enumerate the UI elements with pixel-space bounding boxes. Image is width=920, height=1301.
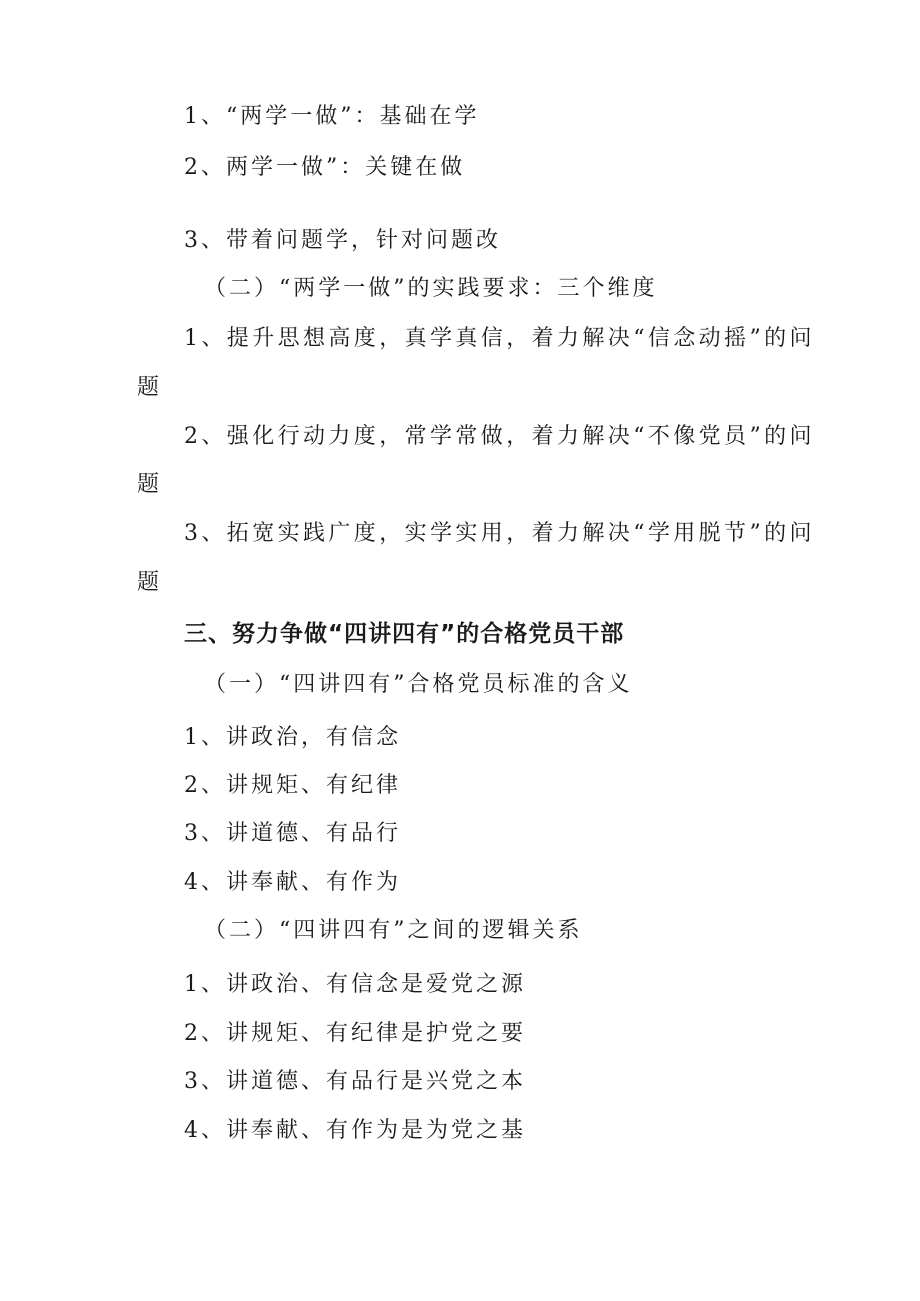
item-root-of-prosper: 3、讲道德、有品行是兴党之本 (184, 1069, 526, 1094)
item-rules-discipline: 2、讲规矩、有纪律 (184, 773, 401, 798)
item-broaden-practice: 3、拓宽实践广度，实学实用，着力解决“学用脱节”的问 (184, 521, 815, 546)
section-heading-three: 三、努力争做“四讲四有”的合格党员干部 (184, 621, 625, 647)
item-politics-belief: 1、讲政治，有信念 (184, 725, 401, 750)
item-key-in-doing: 2、两学一做”：关键在做 (184, 155, 466, 180)
item-dedication-achievement: 4、讲奉献、有作为 (184, 870, 401, 895)
item-broaden-practice-cont: 题 (137, 570, 163, 595)
item-morality-conduct: 3、讲道德、有品行 (184, 821, 401, 846)
subheading-standard-meaning: （一）“四讲四有”合格党员标准的含义 (204, 672, 633, 697)
item-strengthen-action: 2、强化行动力度，常学常做，着力解决“不像党员”的问 (184, 424, 815, 449)
item-source-of-love: 1、讲政治、有信念是爱党之源 (184, 972, 526, 997)
item-foundation-for-party: 4、讲奉献、有作为是为党之基 (184, 1118, 526, 1143)
subheading-practice-requirements: （二）“两学一做”的实践要求：三个维度 (204, 276, 658, 301)
item-raise-thinking-height-cont: 题 (137, 375, 163, 400)
subheading-logical-relation: （二）“四讲四有”之间的逻辑关系 (204, 918, 583, 943)
item-learn-with-problems: 3、带着问题学，针对问题改 (184, 228, 501, 253)
item-strengthen-action-cont: 题 (137, 472, 163, 497)
item-basis-in-study: 1、“两学一做”：基础在学 (184, 104, 480, 129)
item-key-to-protect: 2、讲规矩、有纪律是护党之要 (184, 1021, 526, 1046)
item-raise-thinking-height: 1、提升思想高度，真学真信，着力解决“信念动摇”的问 (184, 326, 815, 351)
